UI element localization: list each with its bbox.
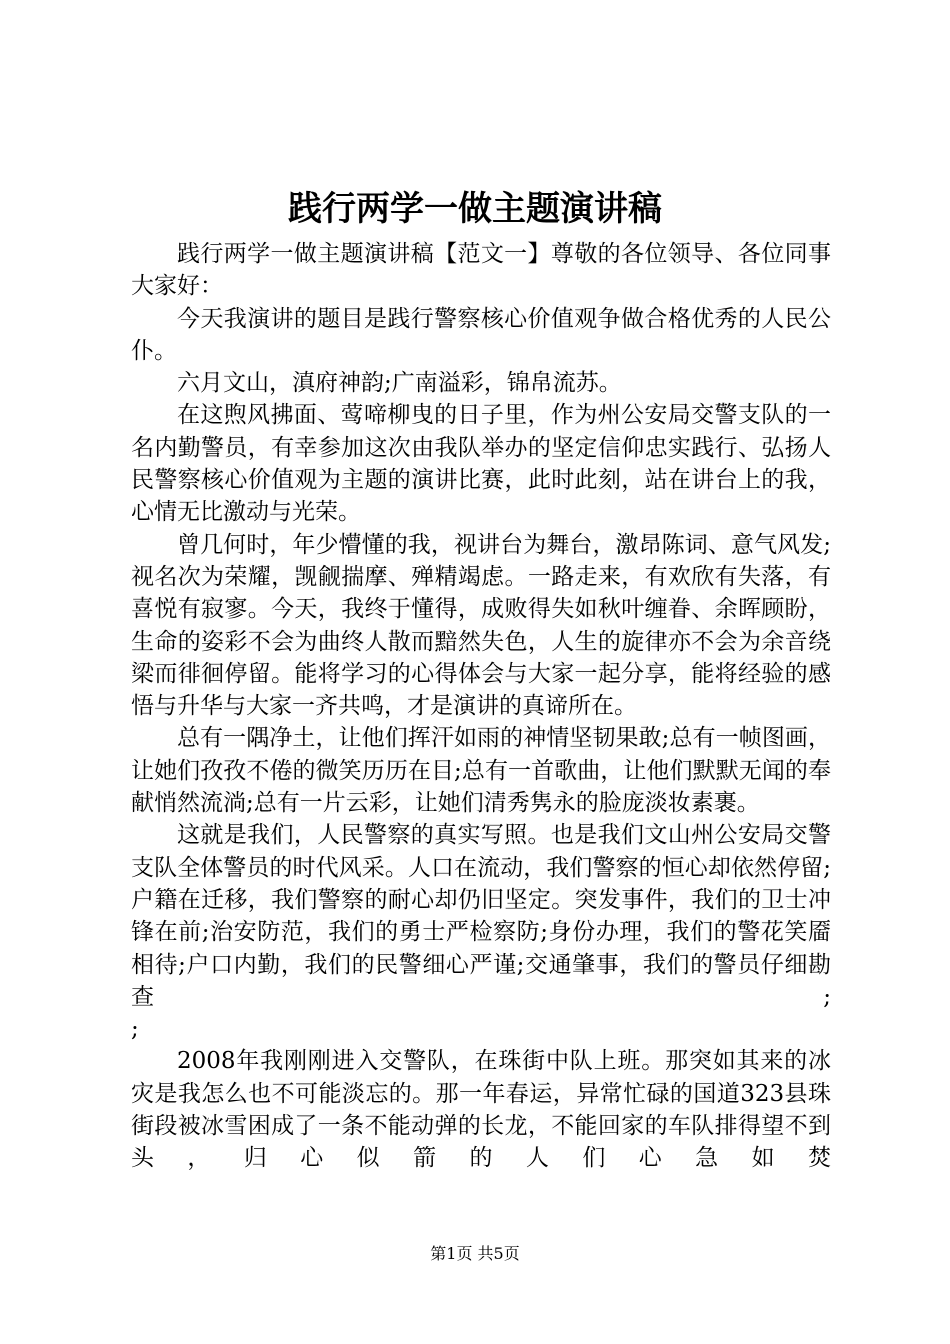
paragraph: 总有一隅净土，让他们挥汗如雨的神情坚韧果敢;总有一帧图画，让她们孜孜不倦的微笑历历在目;总有一首歌曲，让他们默默无闻的奉献悄然流淌;总有一片云彩，让她们清秀隽永的脸庞淡妆素裹。 — [131, 725, 831, 817]
paragraph — [131, 819, 831, 1013]
page-footer: 第1页 共5页 — [430, 1244, 520, 1263]
paragraph: 六月文山，滇府神韵;广南溢彩，锦帛流苏。 — [177, 370, 622, 397]
paragraph: 2008年我刚刚进入交警队，在珠街中队上班。那突如其来的冰灾是我怎么也不可能淡忘的。那一年春运，异常忙碌的国道323县珠街段被冰雪困成了一条不能动弹的长龙，不能回家的车队排得望不到头，归心似箭的人们心急如焚 — [131, 1048, 831, 1172]
semicolon-line: ; — [131, 1016, 139, 1043]
paragraph: 曾几何时，年少懵懂的我，视讲台为舞台，激昂陈词、意气风发;视名次为荣耀，觊觎揣摩、殚精竭虑。一路走来，有欢欣有失落，有喜悦有寂寥。今天，我终于懂得，成败得失如秋叶缠眷、余晖顾盼，生命的姿彩不会为曲终人散而黯然失色，人生的旋律亦不会为余音绕梁而徘徊停留。能将学习的心得体会与大家一起分享，能将经验的感悟与升华与大家一齐共鸣，才是演讲的真谛所在。 — [131, 531, 831, 720]
paragraph: 今天我演讲的题目是践行警察核心价值观争做合格优秀的人民公仆。 — [131, 305, 831, 364]
paragraph: 践行两学一做主题演讲稿【范文一】尊敬的各位领导、各位同事大家好： — [131, 241, 831, 300]
paragraph: 在这煦风拂面、莺啼柳曳的日子里，作为州公安局交警支队的一名内勤警员，有幸参加这次由我队举办的坚定信仰忠实践行、弘扬人民警察核心价值观为主题的演讲比赛，此时此刻，站在讲台上的我，心情无比激动与光荣。 — [131, 402, 831, 526]
semicolon-mark: ; — [823, 983, 831, 1010]
document-body — [131, 238, 831, 1175]
document-title: 践行两学一做主题演讲稿 — [288, 189, 662, 229]
paragraph-text: 这就是我们，人民警察的真实写照。也是我们文山州公安局交警支队全体警员的时代风采。人口在流动，我们警察的恒心却依然停留;户籍在迁移，我们警察的耐心却仍旧坚定。突发事件，我们的卫士冲锋在前;治安防范，我们的勇士严检察防;身份办理，我们的警花笑靥相待;户口内勤，我们的民警细心严谨;交通肇事，我们的警员仔细勘查 — [131, 822, 831, 1010]
